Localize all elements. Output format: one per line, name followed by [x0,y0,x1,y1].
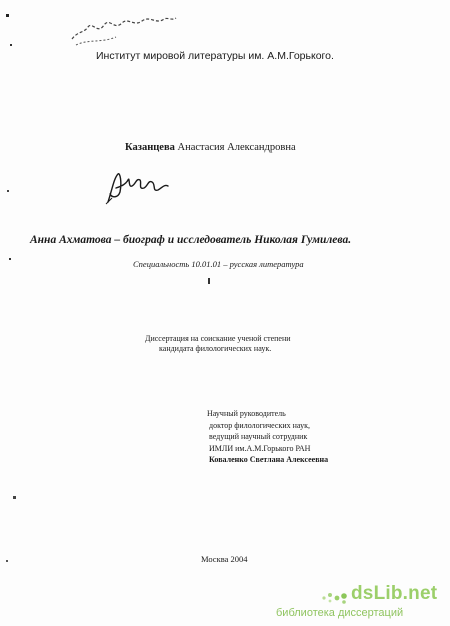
specialty-line: Специальность 10.01.01 – русская литература [133,259,304,269]
supervisor-block [207,408,328,466]
author-surname: Казанцева [125,142,175,153]
author-given-names: Анастасия Александровна [174,142,296,153]
dslib-logo-text: dsLib.net [351,583,438,604]
supervisor-name: Коваленко Светлана Алексеевна [209,455,329,464]
dissertation-title: Анна Ахматова – биограф и исследователь Николая Гумилева. [30,234,352,246]
dslib-watermark[interactable] [276,583,446,623]
dslib-subtitle: библиотека диссертаций [276,607,404,619]
handwritten-stamp-scribble [68,13,178,49]
supervisor-organization: ИМЛИ им.А.М.Горького РАН [209,443,311,453]
degree-statement-line-2: кандидата филологических наук. [159,344,272,353]
pencil-mark [208,278,210,284]
city-year: Москва 2004 [201,554,248,564]
handwritten-signature [102,168,174,208]
degree-statement [145,334,291,354]
institute-name: Институт мировой литературы им. А.М.Горького. [96,50,334,62]
supervisor-degree: доктор филологических наук, [209,420,310,430]
supervisor-position: ведущий научный сотрудник [209,432,308,441]
scan-specks [4,0,34,626]
author-name [125,142,296,153]
degree-statement-line-1: Диссертация на соискание ученой степени [145,334,291,343]
dslib-logo-icon [320,589,350,607]
supervisor-heading: Научный руководитель [207,409,286,418]
